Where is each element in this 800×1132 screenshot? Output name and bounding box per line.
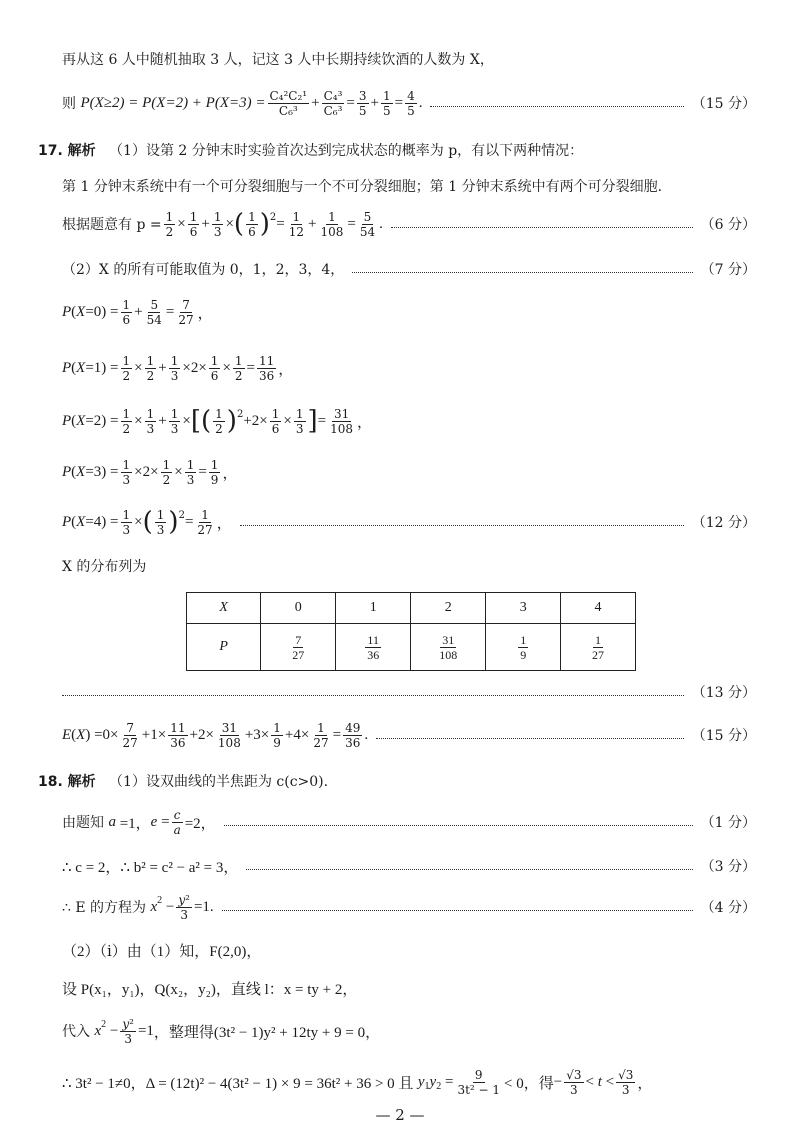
formula-line: P ( X =3) = $\frac{1}{3}$ ×2× $\frac{1}{2}$ × $\frac{1}{3}$ = $\frac{1}{9}$ ，	[62, 457, 238, 487]
question-intro: （1）设双曲线的半焦距为 c(c>0).	[109, 774, 329, 790]
dot-leader	[224, 825, 693, 826]
fraction: $\frac{3}{5}$	[358, 88, 367, 118]
table-cell: X	[187, 593, 261, 624]
line-text: ∴ c = 2，∴ b² = c² − a² = 3，	[62, 859, 239, 876]
formula-line: P ( X =2) = $\frac{1}{2}$ × $\frac{1}{3}$ + $\frac{1}{3}$ × [ ( $\frac{1}{2}$ ) 2 +2× $\frac{1}{6}$ × $\frac{1}{3}$ ] = $\frac{31}{108}$ ，	[62, 406, 373, 436]
score-label: （13 分）	[691, 685, 756, 701]
formula-line: E ( X ) =0× $\frac{7}{27}$ +1× $\frac{11}{36}$ +2× $\frac{31}{108}$ +3× $\frac{1}{9}$ +4× $\frac{1}{27}$ = $\frac{49}{36}$ . （15 分）	[62, 720, 756, 750]
question-number: 18. 解析	[38, 774, 96, 790]
table-cell: 3	[486, 593, 561, 624]
fraction: $\frac{\text{C₄³}}{\text{C₆³}}$	[323, 88, 343, 118]
formula-line: 代入 x 2 − $\frac{\text{y²}}{3}$ =1 ，整理得(3t² − 1)y² + 12ty + 9 = 0，	[62, 1016, 381, 1046]
score-label: （3 分）	[700, 859, 756, 875]
line-prefix: 则	[62, 96, 76, 112]
line-prefix: ∴ E 的方程为	[62, 900, 147, 916]
dot-leader	[246, 869, 692, 870]
table-cell: 1	[336, 593, 411, 624]
table-cell: $\frac{31}{108}$	[411, 624, 486, 671]
line-text: X 的分布列为	[62, 559, 147, 575]
text-line	[62, 551, 756, 581]
formula-line: 则 P(X≥2) = P(X=2) + P(X=3) = $\frac{\text{C₄²C₂¹}}{\text{C₆³}}$ + $\frac{\text{C₄³}}{\text{C₆³}}$ = $\frac{3}{5}$ + $\frac{1}{5}$ = $\frac{4}{5}$ . （15 分）	[62, 88, 756, 118]
question-intro: （1）设第 2 分钟末时实验首次达到完成状态的概率为 p，有以下两种情况：	[109, 143, 584, 159]
score-label: （15 分）	[691, 96, 756, 112]
formula-line: 根据题意有 p = $\frac{1}{2}$ × $\frac{1}{6}$ + $\frac{1}{3}$ × ( $\frac{1}{6}$ ) 2 = $\frac{1}{12}$ + $\frac{1}{108}$ = $\frac{5}{54}$ . （6 分）	[62, 209, 756, 239]
formula-line: P ( X =0) = $\frac{1}{6}$ + $\frac{5}{54}$ = $\frac{7}{27}$ ，	[62, 297, 213, 327]
line-text: ，	[637, 1075, 653, 1092]
table-cell: 4	[561, 593, 636, 624]
line-text: 设 P(x₁，y₁)，Q(x₂，y₂)，直线 l：x = ty + 2，	[62, 981, 358, 998]
table-cell: 2	[411, 593, 486, 624]
score-label: （4 分）	[700, 900, 756, 916]
line-text: ∴ 3t² − 1≠0，Δ = (12t)² − 4(3t² − 1) × 9 = 36t² + 36 > 0 且	[62, 1075, 414, 1092]
dot-leader	[62, 695, 684, 696]
score-label: （1 分）	[700, 815, 756, 831]
table-cell: $\frac{1}{27}$	[561, 624, 636, 671]
fraction: $\frac{4}{5}$	[407, 88, 415, 118]
dot-leader	[352, 272, 692, 273]
dot-leader	[430, 106, 683, 107]
question-17-header	[38, 135, 756, 165]
distribution-table	[186, 592, 636, 671]
formula-line: P ( X =1) = $\frac{1}{2}$ × $\frac{1}{2}$ + $\frac{1}{3}$ ×2× $\frac{1}{6}$ × $\frac{1}{2}$ = $\frac{11}{36}$ ，	[62, 353, 294, 383]
text-line	[62, 851, 756, 881]
fraction: $\frac{\text{C₄²C₂¹}}{\text{C₆³}}$	[269, 88, 308, 118]
table-cell: 0	[261, 593, 336, 624]
line-text: （2）（ⅰ）由（1）知，F(2,0)，	[62, 943, 262, 960]
line-prefix: 由题知	[62, 815, 104, 831]
formula-line: 由题知 a =1， e = $\frac{c}{a}$ =2， （1 分）	[62, 807, 756, 837]
question-number: 17. 解析	[38, 143, 96, 159]
table-cell: $\frac{11}{36}$	[336, 624, 411, 671]
line-prefix: 代入	[62, 1024, 90, 1040]
formula-line: ∴ E 的方程为 x 2 − $\frac{\text{y²}}{3}$ =1. （4 分）	[62, 892, 756, 922]
table-cell: P	[187, 624, 261, 671]
score-line	[62, 677, 756, 707]
text-line	[62, 171, 756, 201]
dot-leader	[391, 227, 693, 228]
text-line	[62, 973, 756, 1003]
score-label: （6 分）	[700, 217, 756, 233]
table-cell: $\frac{7}{27}$	[261, 624, 336, 671]
text-line	[62, 254, 756, 284]
score-label: （7 分）	[700, 262, 756, 278]
page-number: — 2 —	[375, 1106, 425, 1124]
text-line	[62, 935, 756, 965]
dot-leader	[222, 910, 693, 911]
line-text: < 0，得	[504, 1075, 554, 1092]
formula: P(X≥2) = P(X=2) + P(X=3) =	[80, 94, 266, 111]
line-text: ，整理得(3t² − 1)y² + 12ty + 9 = 0，	[153, 1024, 381, 1041]
dot-leader	[240, 525, 684, 526]
score-label: （12 分）	[691, 515, 756, 531]
line-prefix: 根据题意有 p =	[62, 217, 162, 233]
formula-line: P ( X =4) = $\frac{1}{3}$ × ( $\frac{1}{3}$ ) 2 = $\frac{1}{27}$ ， （12 分）	[62, 507, 756, 537]
line-text: （2）X 的所有可能取值为 0，1，2，3，4，	[62, 262, 345, 278]
table-cell: $\frac{1}{9}$	[486, 624, 561, 671]
table-row	[187, 624, 636, 671]
text-line	[62, 44, 756, 74]
dot-leader	[376, 738, 684, 739]
table-row	[187, 593, 636, 624]
question-18-header	[38, 766, 756, 796]
fraction: $\frac{1}{5}$	[382, 88, 391, 118]
score-label: （15 分）	[691, 728, 756, 744]
formula-line: ∴ 3t² − 1≠0，Δ = (12t)² − 4(3t² − 1) × 9 = 36t² + 36 > 0 且 y 1 y 2 = $\frac{9}{\text{3t² − 1}}$ < 0，得 − $\frac{√3}{3}$ < t < $\frac{√3}{3}$ ，	[62, 1067, 653, 1097]
line-text: 再从这 6 人中随机抽取 3 人，记这 3 人中长期持续饮酒的人数为 X，	[62, 52, 494, 68]
line-text: 第 1 分钟末系统中有一个可分裂细胞与一个不可分裂细胞；第 1 分钟末系统中有两个可分裂细胞.	[62, 179, 663, 195]
